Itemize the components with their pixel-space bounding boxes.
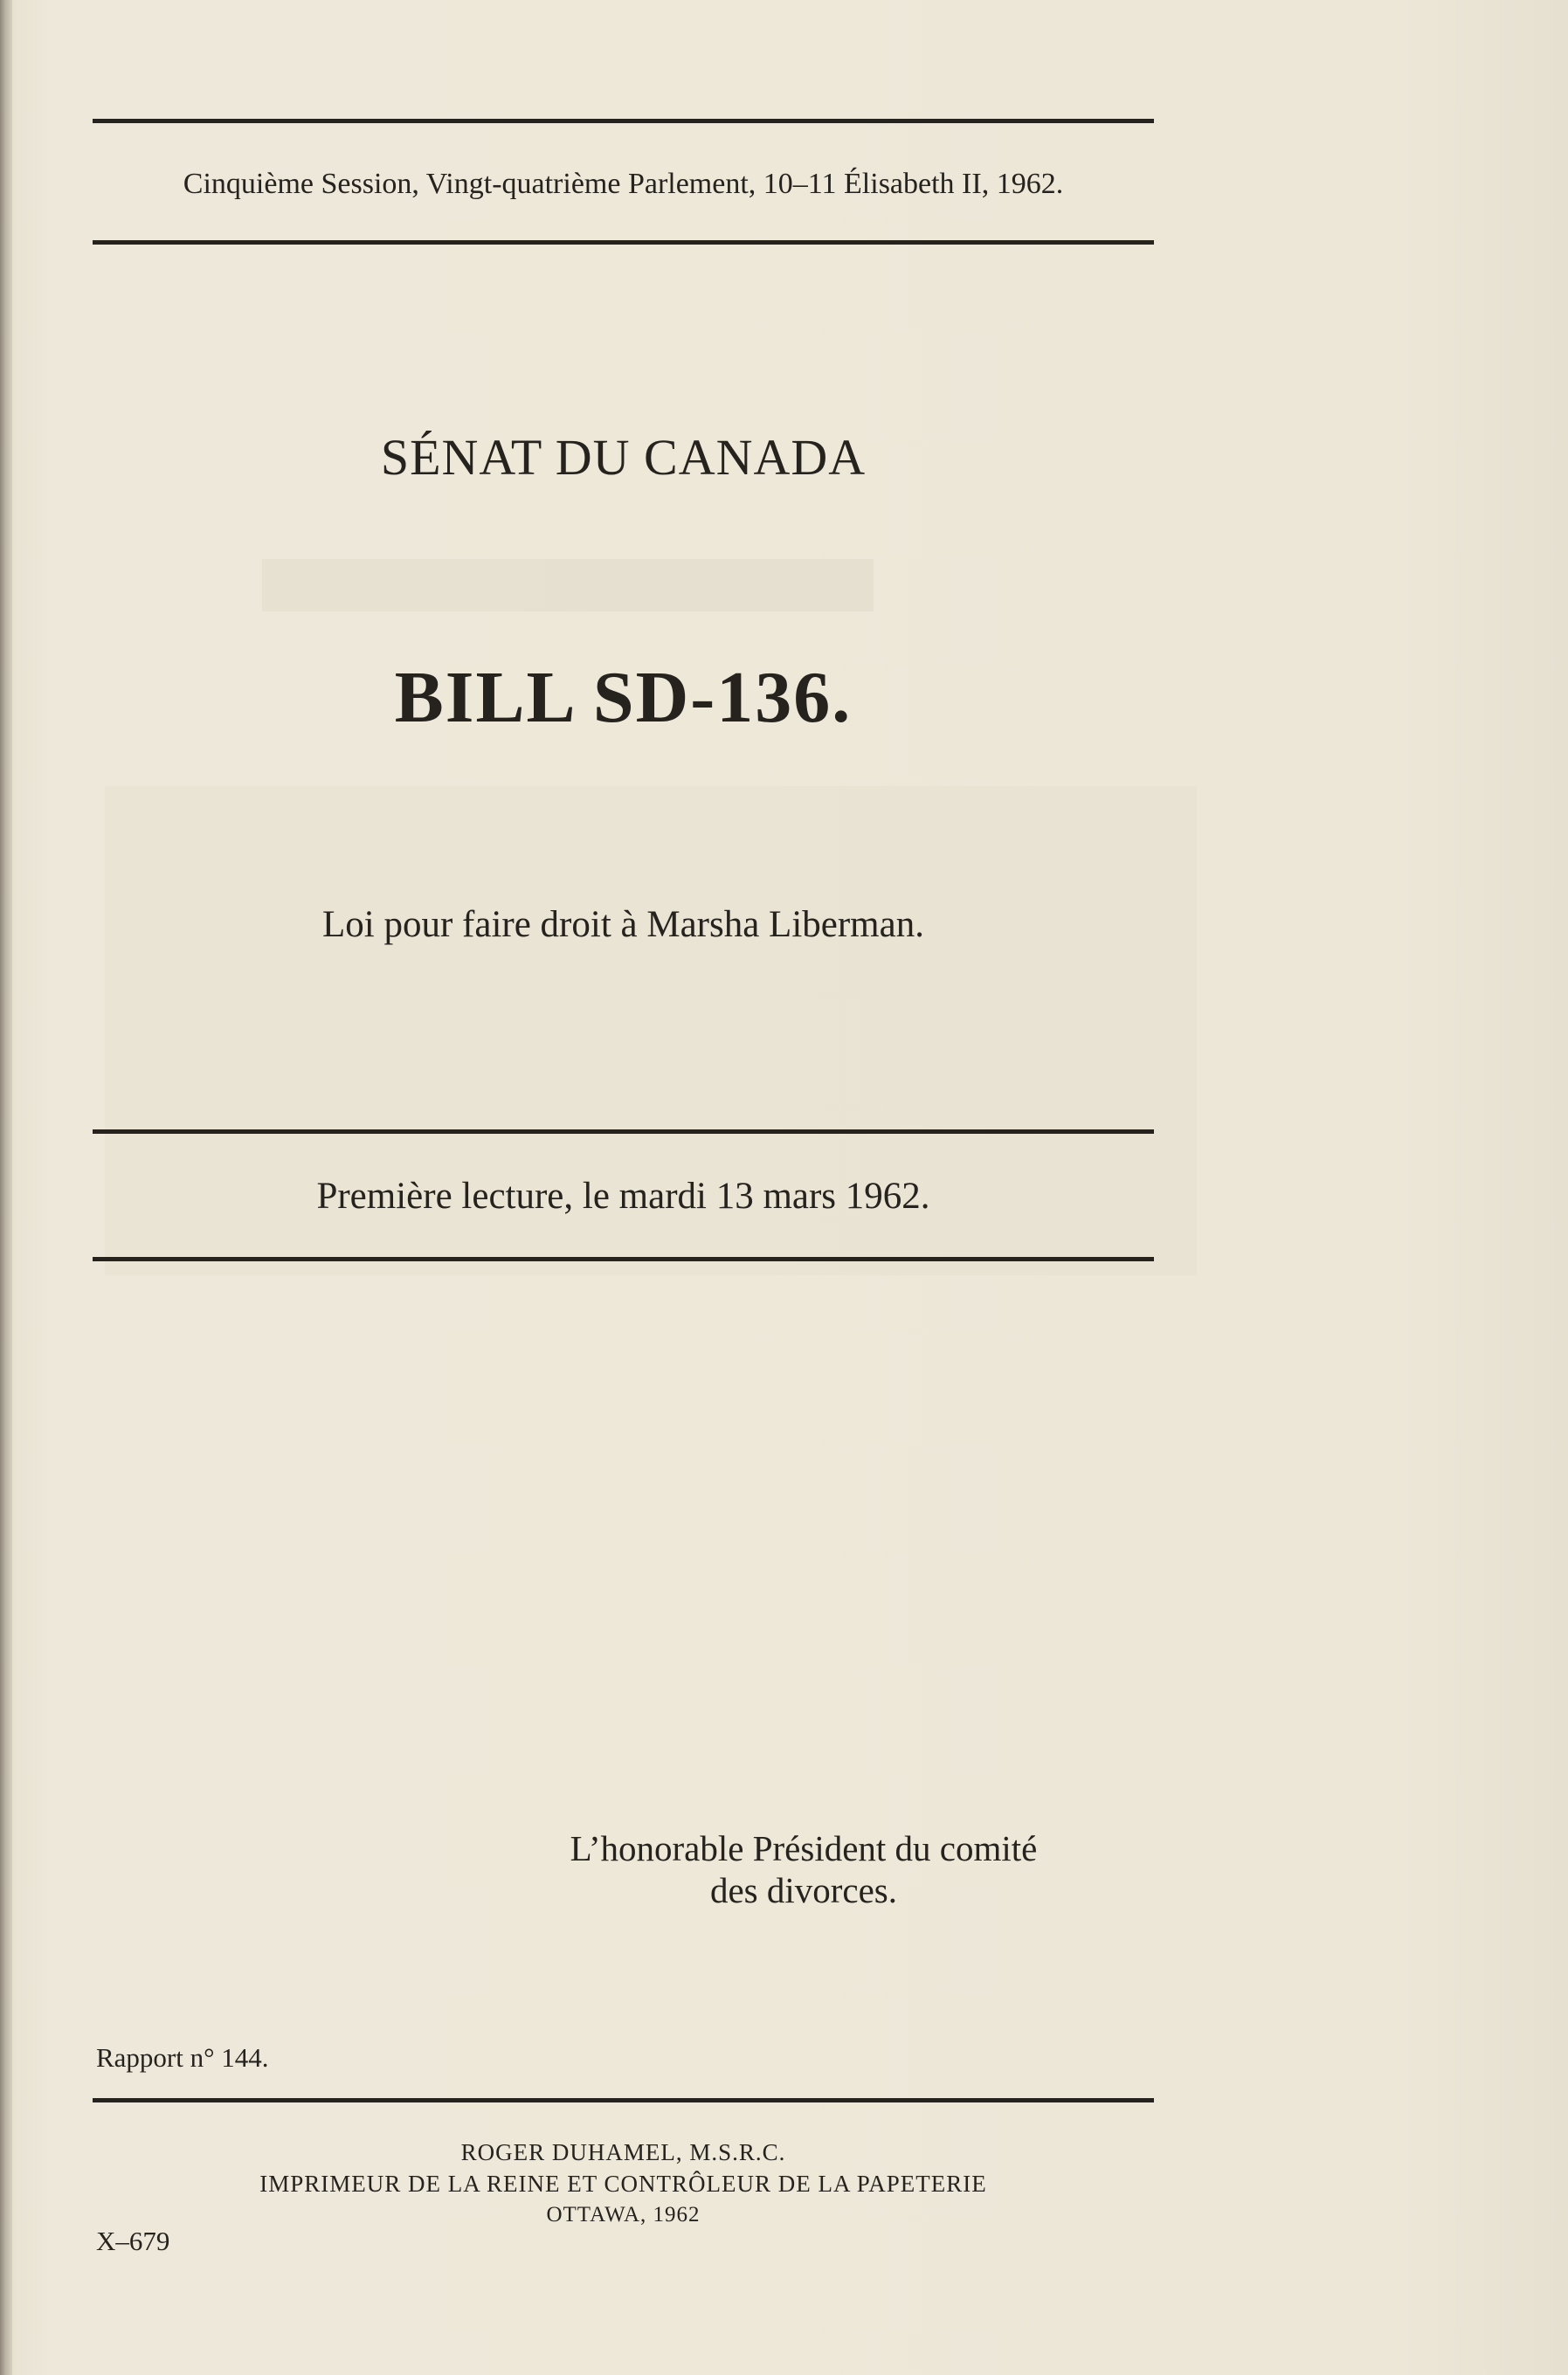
footer-rule xyxy=(93,2098,1154,2102)
printer-block xyxy=(93,2137,1154,2231)
printer-city: OTTAWA, 1962 xyxy=(546,2203,701,2227)
document-code: X–679 xyxy=(96,2226,170,2256)
sponsor xyxy=(489,1827,1118,1911)
printer-title: IMPRIMEUR DE LA REINE ET CONTRÔLEUR DE LA PAPETERIE xyxy=(259,2171,987,2197)
printer-name: ROGER DUHAMEL, M.S.R.C. xyxy=(460,2139,786,2165)
report-number: Rapport n° 144. xyxy=(96,2042,269,2073)
reading-top-rule xyxy=(93,1129,1154,1134)
session-rule xyxy=(93,240,1154,245)
chamber-title: SÉNAT DU CANADA xyxy=(380,429,867,486)
sponsor-line-2: des divorces. xyxy=(709,1870,898,1910)
top-rule xyxy=(93,119,1154,123)
binding-edge xyxy=(0,0,12,2375)
sponsor-line-1: L’honorable Président du comité xyxy=(570,1828,1038,1868)
session-line: Cinquième Session, Vingt-quatrième Parlement, 10–11 Élisabeth II, 1962. xyxy=(183,168,1064,200)
first-reading: Première lecture, le mardi 13 mars 1962. xyxy=(316,1176,930,1217)
bleed-through-shadow xyxy=(262,559,874,611)
bill-subject: Loi pour faire droit à Marsha Liberman. xyxy=(322,904,924,945)
reading-bottom-rule xyxy=(93,1257,1154,1261)
bill-number: BILL SD-136. xyxy=(394,657,853,738)
